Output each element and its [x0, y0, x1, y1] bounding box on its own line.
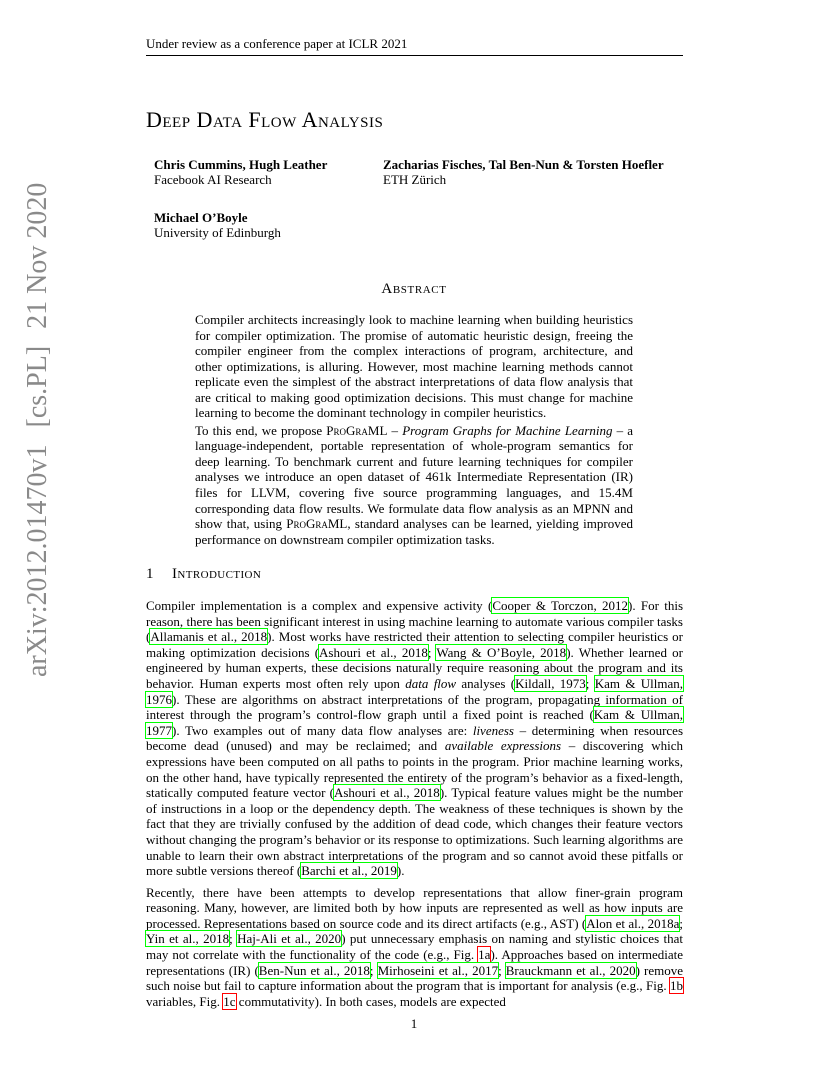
- author-block-3: [154, 210, 281, 240]
- citation-link-kam-ullman-1977[interactable]: Kam & Ullman, 1977: [146, 707, 683, 738]
- emphasis-text: liveness: [472, 722, 514, 738]
- introduction-body: [146, 598, 683, 1009]
- citation-link-haj-ali-et-al-2020[interactable]: Haj-Ali et al., 2020: [237, 931, 342, 947]
- abstract-body: [195, 312, 633, 547]
- programl-expansion: Program Graphs for Machine Learning: [402, 422, 613, 438]
- header-rule: [146, 55, 683, 56]
- author-affiliation: University of Edinburgh: [154, 225, 281, 240]
- author-affiliation: ETH Zürich: [383, 172, 447, 187]
- section-number: 1: [146, 566, 154, 582]
- emphasis-text: data flow: [405, 675, 457, 691]
- page-number: 1: [410, 1016, 418, 1031]
- citation-link-cooper-torczon-2012[interactable]: Cooper & Torczon, 2012: [492, 598, 628, 613]
- header-note: Under review as a conference paper at ICLR 2021: [146, 36, 408, 51]
- arxiv-date: 21 Nov 2020: [22, 182, 53, 329]
- citation-link-ben-nun-et-al-2018[interactable]: Ben-Nun et al., 2018: [258, 962, 370, 978]
- citation-link-wang-o-boyle-2018[interactable]: Wang & O’Boyle, 2018: [436, 644, 567, 660]
- figure-ref-1b[interactable]: 1b: [670, 978, 683, 994]
- author-names: Chris Cummins, Hugh Leather: [154, 157, 328, 172]
- citation-link-barchi-et-al-2019[interactable]: Barchi et al., 2019: [301, 863, 397, 879]
- intro-paragraph-1: Compiler implementation is a complex and expensive activity (Cooper & Torczon, 2012). For this reason, there has been significant interest in using machine learning to automate various compiler tasks (Allamanis et al., 2018). Most works have restricted their attention to selecting compiler heuristics or making optimization decisions (Ashouri et al., 2018; Wang & O’Boyle, 2018). Whether learned or engineered by human experts, these decisions naturally require reasoning about the program and its behavior. Human experts most often rely upon data flow analyses (Kildall, 1973; Kam & Ullman, 1976). These are algorithms on abstract interpretations of the program, propagating information of interest through the program’s control-flow graph until a fixed point is reached (Kam & Ullman, 1977). Two examples out of many data flow analyses are: liveness – determining when resources become dead (unused) and may be reclaimed; and available expressions – discovering which expressions have been computed on all paths to points in the program. Prior machine learning works, on the other hand, have typically represented the entirety of the program’s behavior as a fixed-length, statically computed feature vector (Ashouri et al., 2018). Typical feature values might be the number of instructions in a loop or the dependency depth. The weakness of these techniques is shown by the fact that they are trivially confused by the addition of dead code, which changes their feature vectors without changing the program’s behavior or its response to optimizations. Such learning algorithms are unable to learn their own abstract interpretations of the program and so cannot avoid these pitfalls or more subtle versions thereof (Barchi et al., 2019).: [146, 598, 684, 879]
- abstract-paragraph-1: Compiler architects increasingly look to machine learning when building heuristics for compiler optimization. The promise of automatic heuristic design, freeing the compiler engineer from the complex interactions of program, architecture, and other optimizations, is alluring. However, most machine learning methods cannot replicate even the simplest of the abstract interpretations of data flow analysis that are critical to making good optimization decisions. This must change for machine learning to become the dominant technology in compiler heuristics.: [195, 312, 633, 421]
- citation-link-mirhoseini-et-al-2017[interactable]: Mirhoseini et al., 2017: [377, 962, 499, 978]
- arxiv-category: [cs.PL]: [22, 345, 53, 428]
- intro-paragraph-2: Recently, there have been attempts to develop representations that allow finer-grain program reasoning. Many, however, are limited both by how inputs are represented as well as how inputs are processed. Representations based on source code and its direct artifacts (e.g., AST) (Alon et al., 2018a; Yin et al., 2018; Haj-Ali et al., 2020) put unnecessary emphasis on naming and stylistic choices that may not correlate with the functionality of the code (e.g., Fig. 1a). Approaches based on intermediate representations (IR) (Ben-Nun et al., 2018; Mirhoseini et al., 2017; Brauckmann et al., 2020) remove such noise but fail to capture information about the program that is important for analysis (e.g., Fig. 1b variables, Fig. 1c commutativity). In both cases, models are expected: [146, 884, 684, 1009]
- section-heading-introduction: [146, 565, 261, 583]
- figure-ref-1a[interactable]: 1a: [478, 947, 491, 963]
- author-names: Zacharias Fisches, Tal Ben-Nun & Torsten Hoefler: [383, 157, 664, 172]
- author-affiliation: Facebook AI Research: [154, 172, 272, 187]
- figure-ref-1c[interactable]: 1c: [223, 993, 236, 1009]
- abstract-heading: Abstract: [381, 281, 447, 297]
- programl-name: ProGraML: [326, 422, 388, 438]
- arxiv-stamp: [22, 182, 53, 682]
- citation-link-ashouri-et-al-2018[interactable]: Ashouri et al., 2018: [319, 644, 428, 660]
- paper-title: Deep Data Flow Analysis: [146, 107, 384, 132]
- citation-link-allamanis-et-al-2018[interactable]: Allamanis et al., 2018: [150, 629, 268, 645]
- author-names: Michael O’Boyle: [154, 210, 248, 225]
- abstract-paragraph-2: To this end, we propose ProGraML – Program Graphs for Machine Learning – a language-independent, portable representation of whole-program semantics for deep learning. To benchmark current and future learning techniques for compiler analyses we introduce an open dataset of 461k Intermediate Representation (IR) files for LLVM, covering five source programming languages, and 15.4M corresponding data flow results. We formulate data flow analysis as an MPNN and show that, using ProGraML, standard analyses can be learned, yielding improved performance on downstream compiler optimization tasks.: [195, 422, 634, 547]
- programl-name: ProGraML: [286, 516, 348, 532]
- citation-link-yin-et-al-2018[interactable]: Yin et al., 2018: [146, 931, 230, 947]
- section-title: Introduction: [172, 566, 262, 582]
- citation-link-brauckmann-et-al-2020[interactable]: Brauckmann et al., 2020: [505, 962, 636, 978]
- citation-link-alon-et-al-2018a[interactable]: Alon et al., 2018a: [586, 915, 680, 931]
- citation-link-ashouri-et-al-2018[interactable]: Ashouri et al., 2018: [333, 785, 440, 801]
- emphasis-text: available expressions: [444, 738, 562, 754]
- citation-link-kam-ullman-1976[interactable]: Kam & Ullman, 1976: [146, 675, 683, 707]
- author-block-2: [383, 157, 664, 187]
- citation-link-kildall-1973[interactable]: Kildall, 1973: [515, 675, 586, 691]
- author-block-1: [154, 157, 327, 187]
- arxiv-id: arXiv:2012.01470v1: [22, 444, 53, 677]
